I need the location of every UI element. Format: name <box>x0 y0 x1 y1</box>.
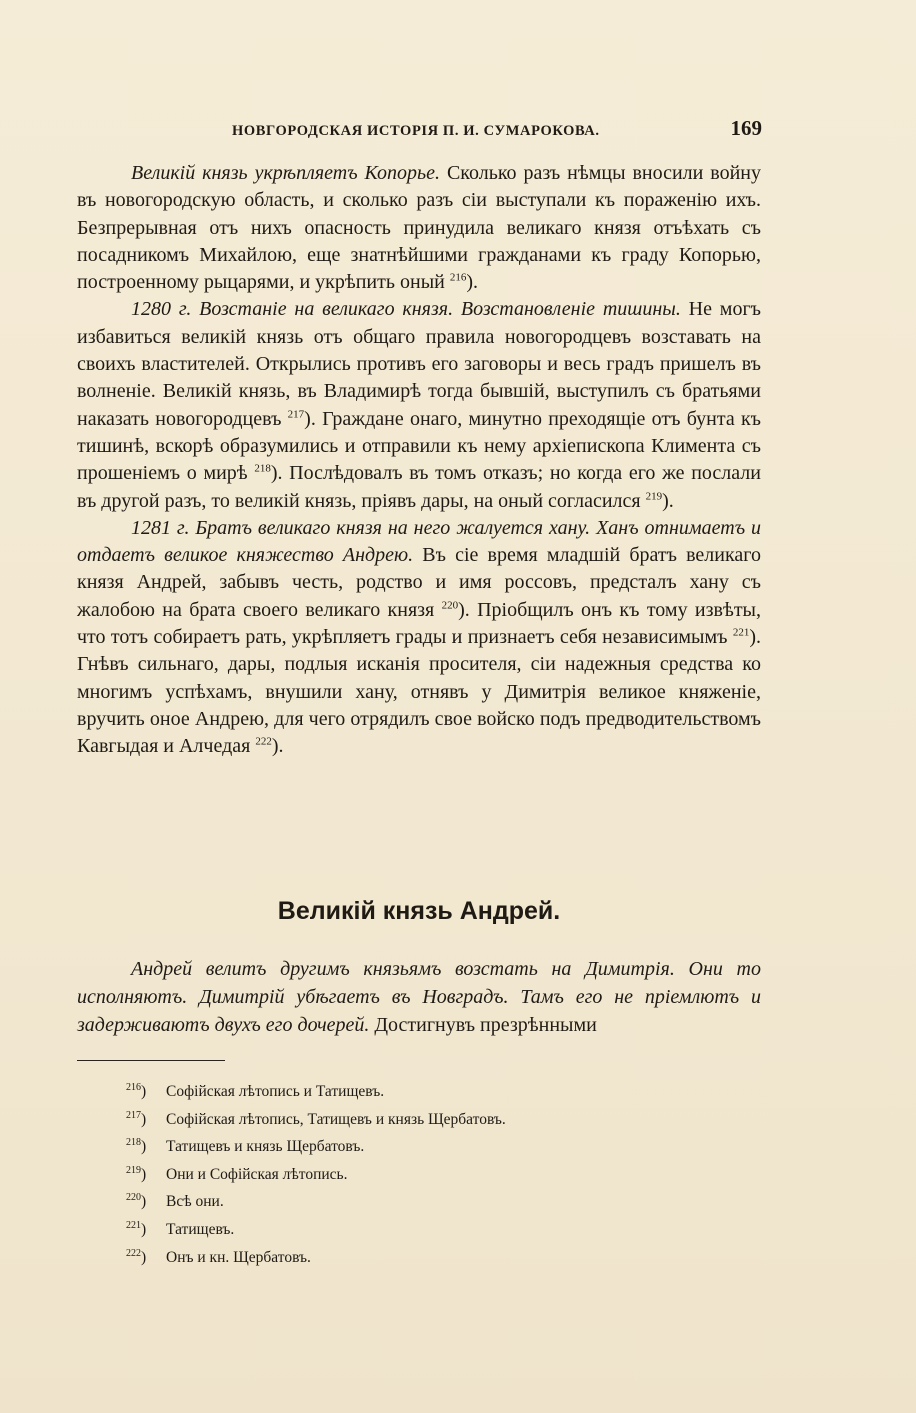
paragraph-text: Сколько разъ нѣмцы вносили войну въ новогородскую область, и сколько разъ сіи выступали къ пораженію ихъ. Безпрерывная отъ нихъ опасность принудила великаго князя отъѣхать съ посадникомъ Михайлою, еще знатнѣйшими гражданами къ граду Копорью, построенному рыцарями, и укрѣпить оный <box>77 162 761 294</box>
marginal-lead: 1281 г. Братъ великаго князя на него жалуется хану. Ханъ отнимаетъ и отдаетъ великое княжество Андрею. <box>77 516 761 567</box>
paragraph-tail: ). <box>271 735 284 758</box>
paragraph-koporye <box>77 160 761 296</box>
paragraph-1281 <box>77 515 761 761</box>
footnote-number-text: 220 <box>126 1192 141 1204</box>
chapter-heading: Великій князь Андрей. <box>277 897 561 925</box>
marginal-lead: 1280 г. Возстаніе на великаго князя. Возстановленіе тишины. <box>131 298 681 321</box>
footnote-text: Татищевъ и князь Щербатовъ. <box>166 1138 365 1156</box>
footnote-text: Онъ и кн. Щербатовъ. <box>166 1248 311 1266</box>
footnote-number-text: 216 <box>126 1081 141 1093</box>
footnote-number: $^{220}$) <box>126 1192 147 1211</box>
footnote-number-text: 219 <box>126 1164 141 1176</box>
footnote-number: $^{219}$) <box>126 1164 147 1183</box>
footnote-number-text: 217 <box>126 1109 141 1121</box>
footnote-text: Всѣ они. <box>166 1193 224 1211</box>
footnote <box>126 1188 746 1216</box>
footnote-text: Они и Софійская лѣтопись. <box>166 1165 348 1183</box>
footnote-number: $^{217}$) <box>126 1109 147 1128</box>
paragraph-tail: ). <box>662 489 674 512</box>
page-number: 169 <box>730 116 762 140</box>
footnote-text: Софійская лѣтопись и Татищевъ. <box>166 1083 385 1100</box>
paragraph-1280 <box>77 296 761 514</box>
paragraph-text: ). Пріобщилъ онъ къ тому извѣты, что тотъ собираетъ рать, укрѣпляетъ грады и признаетъ себя независимымъ <box>77 598 761 649</box>
paragraph-text: Достигнувъ презрѣнными <box>369 1014 597 1036</box>
footnote-text: Татищевъ. <box>166 1220 235 1238</box>
footnote-number: $^{222}$) <box>126 1247 147 1266</box>
marginal-lead: Андрей велитъ другимъ князьямъ возстать на Димитрія. Они то исполняютъ. Димитрій убѣгаетъ въ Новградъ. Тамъ его не пріемлютъ и задерживаютъ двухъ его дочерей. <box>77 958 761 1036</box>
footnote-number: $^{221}$) <box>126 1219 147 1238</box>
paragraph-text: ). Послѣдовалъ въ томъ отказъ; но когда его же послали въ другой разъ, то великій князь, пріявъ дары, на оный согласился <box>77 462 761 512</box>
footnote <box>126 1216 746 1244</box>
footnote-ref[interactable]: 219 <box>645 489 663 502</box>
footnote-number: $^{216}$) <box>126 1081 147 1100</box>
paragraph-text: Въ сіе время младшій братъ великаго князя Андрей, забывъ честь, родство и имя россовъ, предсталъ хану съ жалобою на брата своего великаго князя <box>77 544 761 621</box>
paragraph-tail: ). <box>466 271 479 294</box>
paragraph-text: Не могъ избавиться великій князь отъ общаго правила новогородцевъ возставать на своихъ властителей. Открылись противъ его заговоры и весь градъ пришелъ въ волненіе. Великій князь, въ Владимирѣ тогда бывшій, выступилъ съ братьями наказать новогородцевъ <box>77 298 762 430</box>
footnote-number-text: 218 <box>126 1137 141 1149</box>
paragraph-andrey <box>77 955 761 1039</box>
footnote-ref[interactable]: 218 <box>254 462 271 475</box>
footnote <box>126 1244 746 1272</box>
marginal-lead: Великій князь укрѣпляетъ Копорье. <box>131 162 441 184</box>
paragraph-text: ). Гнѣвъ сильнаго, дары, подлыя исканія просителя, сіи надежныя средства ко многимъ успѣхамъ, внушили хану, отнявъ у Димитрія великое княженіе, вручить оное Андрею, для чего отрядилъ свое войско подъ предводительствомъ Кавгыдая и Алчедая <box>77 626 761 758</box>
footnote-ref[interactable]: 217 <box>287 408 305 421</box>
footnote-ref[interactable]: 220 <box>441 599 459 612</box>
footnote <box>126 1161 746 1189</box>
footnote <box>126 1133 746 1161</box>
footnote <box>126 1078 746 1106</box>
footnote-ref[interactable]: 222 <box>255 735 272 748</box>
paragraph-text: ). Граждане онаго, минутно преходящіе отъ бунта къ тишинѣ, вскорѣ образумились и отправили къ нему архіепископа Климента съ прошеніемъ о мирѣ <box>77 407 761 485</box>
footnote-ref[interactable]: 221 <box>732 626 750 639</box>
footnote-number-text: 222 <box>126 1247 141 1259</box>
footnote-text: Софійская лѣтопись, Татищевъ и князь Щербатовъ. <box>166 1110 506 1128</box>
page-header <box>232 116 762 144</box>
footnotes <box>126 1078 746 1271</box>
main-text <box>77 160 761 761</box>
chapter-text <box>77 955 761 1039</box>
footnote <box>126 1106 746 1134</box>
footnote-divider <box>77 1060 225 1061</box>
footnote-number: $^{218}$) <box>126 1137 147 1156</box>
footnote-number-text: 221 <box>126 1219 141 1231</box>
footnote-ref[interactable]: 216 <box>449 271 467 284</box>
running-title: НОВГОРОДСКАЯ ИСТОРІЯ П. И. СУМАРОКОВА. <box>232 123 600 139</box>
